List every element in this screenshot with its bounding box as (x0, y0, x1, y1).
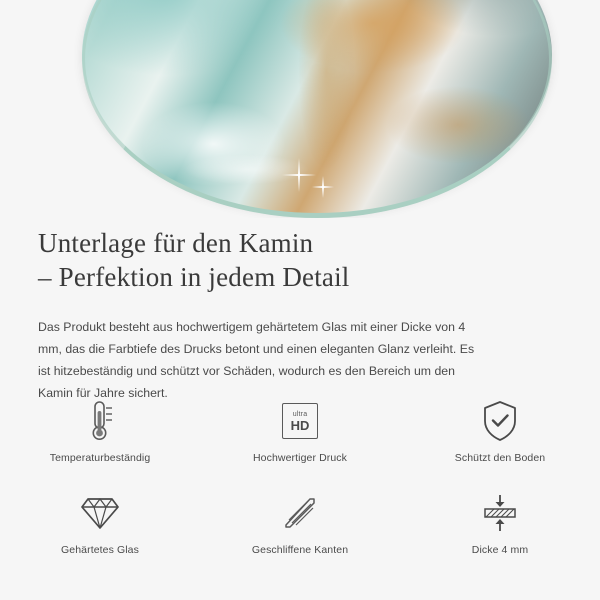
feature-item-print-quality (200, 398, 400, 464)
polished-edges-icon (280, 490, 320, 536)
ultra-hd-top-label: ultra (292, 410, 308, 418)
description-paragraph: Das Produkt besteht aus hochwertigem gehärtetem Glas mit einer Dicke von 4 mm, das die Farbtiefe des Drucks betont und einen eleganten Glanz verleiht. Es ist hitzebeständig und schützt vor Schäden, wodurch es den Bereich um den Kamin für Jahre sichert. (38, 320, 475, 400)
feature-label: Geschliffene Kanten (251, 544, 349, 556)
feature-label: Schützt den Boden (454, 452, 546, 464)
feature-grid (0, 398, 600, 556)
feature-item-temperature (0, 398, 200, 464)
glass-disc-artwork (82, 0, 552, 214)
ultra-hd-bottom-label: HD (290, 417, 310, 433)
feature-item-floor-protection (400, 398, 600, 464)
diamond-icon (79, 490, 121, 536)
text-block (0, 226, 600, 404)
headline-line-1: Unterlage für den Kamin (38, 228, 314, 258)
shield-check-icon (481, 398, 519, 444)
feature-item-tempered-glass (0, 490, 200, 556)
feature-item-polished-edges (200, 490, 400, 556)
feature-label: Gehärtetes Glas (61, 544, 139, 556)
feature-label: Dicke 4 mm (471, 544, 529, 556)
hero-image (0, 0, 600, 218)
page-title (0, 226, 600, 294)
feature-label: Hochwertiger Druck (253, 452, 347, 464)
feature-item-thickness (400, 490, 600, 556)
feature-label: Temperaturbeständig (49, 452, 151, 464)
thickness-arrows-icon (478, 490, 522, 536)
ultra-hd-icon (282, 398, 318, 444)
headline-line-2: – Perfektion in jedem Detail (38, 262, 350, 292)
thermometer-icon (82, 398, 118, 444)
